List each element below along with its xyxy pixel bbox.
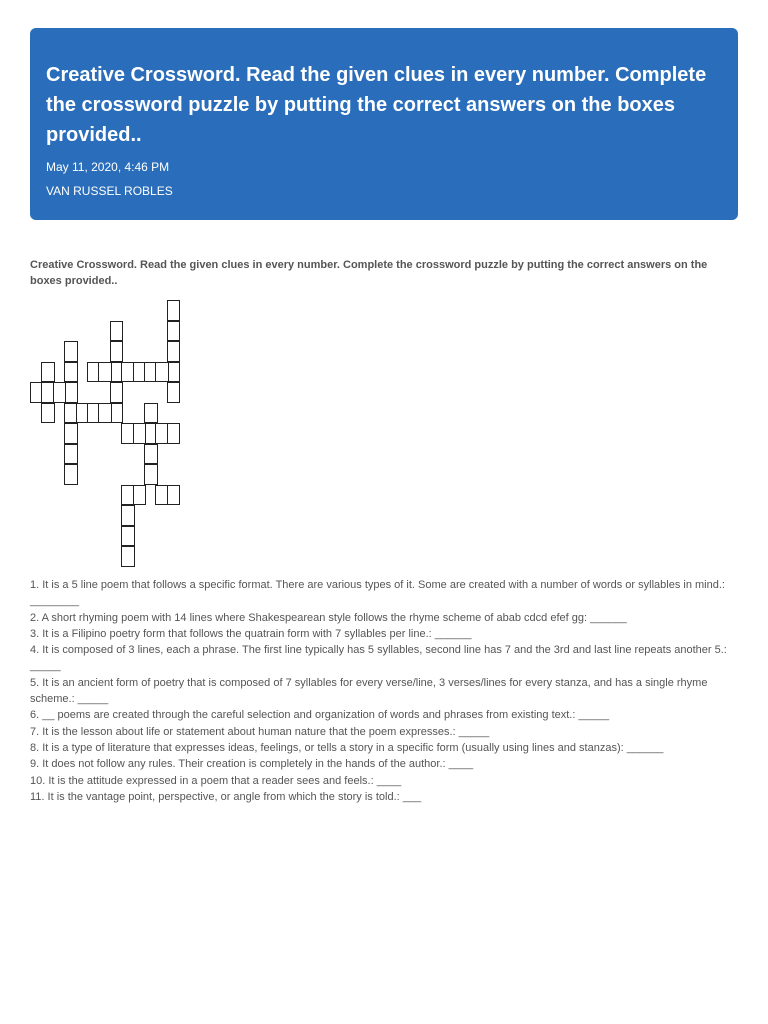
post-date: May 11, 2020, 4:46 PM xyxy=(46,160,170,174)
crossword-box[interactable] xyxy=(53,382,67,403)
crossword-box[interactable] xyxy=(167,321,181,342)
clue-item: 6. __ poems are created through the careful selection and organization of words and phrases from existing text.: _____ xyxy=(30,709,610,722)
crossword-box[interactable] xyxy=(167,382,181,403)
crossword-box[interactable] xyxy=(167,300,181,321)
crossword-box[interactable] xyxy=(64,464,78,485)
clue-list xyxy=(30,577,738,805)
header-banner xyxy=(30,28,738,220)
crossword-box[interactable] xyxy=(64,362,78,383)
crossword-box[interactable] xyxy=(121,546,135,567)
instructions-text: Creative Crossword. Read the given clues in every number. Complete the crossword puzzle by putting the correct answers on the boxes provided.. xyxy=(30,259,708,287)
crossword-box[interactable] xyxy=(64,341,78,362)
clue-item: 1. It is a 5 line poem that follows a specific format. There are various types of it. Some are created with a number of words or syllables in mind.: ________ xyxy=(30,579,725,608)
crossword-box[interactable] xyxy=(110,382,124,403)
crossword-box[interactable] xyxy=(144,403,158,424)
clue-item: 4. It is composed of 3 lines, each a phrase. The first line typically has 5 syllables, second line has 7 and the 3rd and last line repeats another 5.: _____ xyxy=(30,644,727,673)
crossword-box[interactable] xyxy=(98,403,112,424)
crossword-box[interactable] xyxy=(110,341,124,362)
crossword-box[interactable] xyxy=(98,362,112,383)
clue-item: 11. It is the vantage point, perspective, or angle from which the story is told.: ___ xyxy=(30,790,422,803)
crossword-box[interactable] xyxy=(155,362,169,383)
clue-item: 2. A short rhyming poem with 14 lines where Shakespearean style follows the rhyme scheme of abab cdcd efef gg: ______ xyxy=(30,611,627,624)
crossword-box[interactable] xyxy=(167,341,181,362)
crossword-box[interactable] xyxy=(64,423,78,444)
clue-item: 5. It is an ancient form of poetry that is composed of 7 syllables for every verse/line, 3 verses/lines for every stanza, and has a single rhyme scheme.: _____ xyxy=(30,676,708,706)
clue-item: 10. It is the attitude expressed in a poem that a reader sees and feels.: ____ xyxy=(30,774,402,787)
crossword-box[interactable] xyxy=(144,444,158,465)
author-name: VAN RUSSEL ROBLES xyxy=(46,184,173,198)
crossword-box[interactable] xyxy=(41,362,55,383)
clue-item: 8. It is a type of literature that expresses ideas, feelings, or tells a story in a specific form (usually using lines and stanzas): ______ xyxy=(30,741,664,754)
crossword-box[interactable] xyxy=(133,423,147,444)
page-title: Creative Crossword. Read the given clues in every number. Complete the crossword puzzle by putting the correct answers on the boxes provided.. xyxy=(46,64,707,146)
crossword-box[interactable] xyxy=(167,423,181,444)
crossword-box[interactable] xyxy=(144,464,158,485)
crossword-box[interactable] xyxy=(133,485,147,506)
crossword-box[interactable] xyxy=(110,321,124,342)
clue-item: 9. It does not follow any rules. Their creation is completely in the hands of the author.: ____ xyxy=(30,758,474,771)
crossword-box[interactable] xyxy=(121,505,135,526)
clue-item: 3. It is a Filipino poetry form that follows the quatrain form with 7 syllables per line.: ______ xyxy=(30,627,472,640)
crossword-box[interactable] xyxy=(121,526,135,547)
crossword-box[interactable] xyxy=(64,444,78,465)
crossword-box[interactable] xyxy=(167,485,181,506)
clue-item: 7. It is the lesson about life or statement about human nature that the poem expresses.: _____ xyxy=(30,725,490,738)
crossword-box[interactable] xyxy=(41,403,55,424)
